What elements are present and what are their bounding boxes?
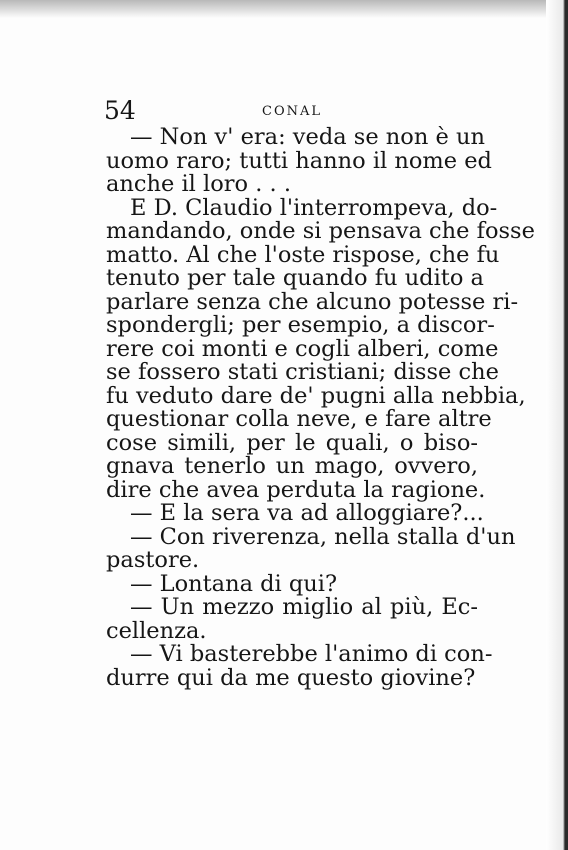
- text-line: anche il loro . . .: [106, 171, 291, 197]
- text-line: — Un mezzo miglio al più, Ec-: [130, 594, 478, 620]
- text-line: mandando, onde si pensava che fosse: [106, 218, 535, 244]
- text-line: matto. Al che l'oste rispose, che fu: [106, 241, 500, 268]
- text-line: — Con riverenza, nella stalla d'un: [130, 523, 516, 550]
- body-text: [106, 124, 535, 691]
- text-line: — Lontana di qui?: [130, 570, 338, 597]
- text-line: — Vi basterebbe l'animo di con-: [130, 641, 493, 667]
- text-line: gnava tenerlo un mago, ovvero,: [106, 453, 478, 479]
- scan-top-shadow: [0, 0, 568, 18]
- page-number: 54: [104, 96, 136, 125]
- text-line: fu veduto dare de' pugni alla nebbia,: [106, 382, 526, 409]
- text-line: — Non v' era: veda se non è un: [130, 124, 485, 150]
- text-line: dire che avea perduta la ragione.: [106, 476, 486, 503]
- text-line: pastore.: [106, 547, 200, 573]
- text-line: cellenza.: [106, 617, 207, 644]
- text-line: E D. Claudio l'interrompeva, do-: [130, 194, 498, 221]
- text-line: rere coi monti e cogli alberi, come: [106, 335, 499, 362]
- text-line: durre qui da me questo giovine?: [106, 664, 476, 691]
- text-line: spondergli; per esempio, a discor-: [106, 312, 495, 338]
- text-line: se fossero stati cristiani; disse che: [106, 359, 499, 385]
- text-line: tenuto per tale quando fu udito a: [106, 265, 484, 291]
- text-line: — E la sera va ad alloggiare?...: [130, 500, 484, 526]
- text-line: questionar colla neve, e fare altre: [106, 406, 492, 432]
- running-title: CONAL: [262, 104, 323, 119]
- text-line: parlare senza che alcuno potesse ri-: [106, 288, 519, 315]
- text-line: cose simili, per le quali, o biso-: [106, 429, 478, 456]
- text-line: uomo raro; tutti hanno il nome ed: [106, 147, 492, 174]
- page-edge-shadow: [546, 0, 568, 850]
